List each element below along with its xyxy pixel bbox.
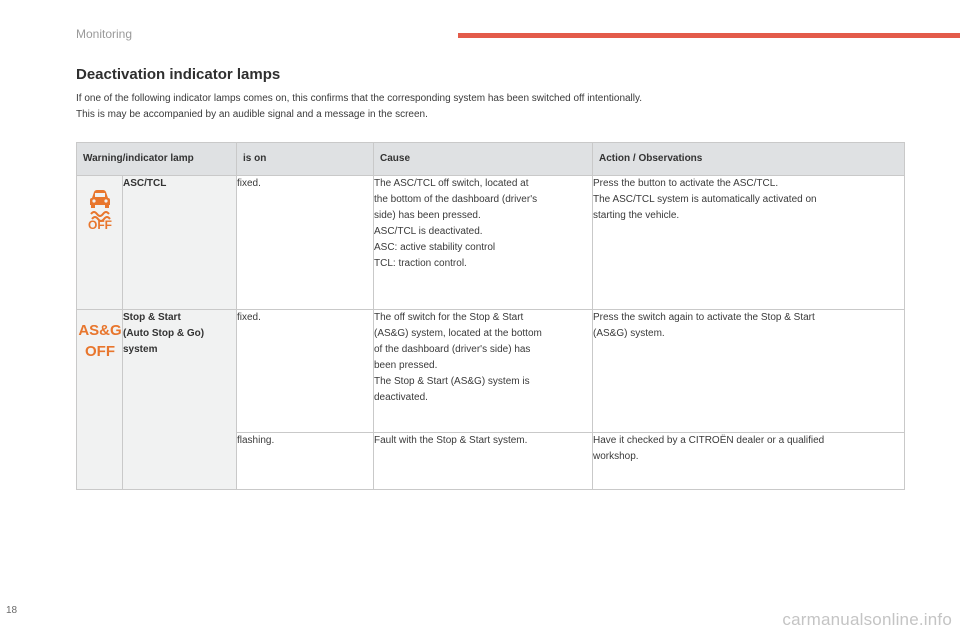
cause-line: (AS&G) system, located at the bottom bbox=[374, 328, 542, 339]
action-cell bbox=[593, 310, 905, 433]
watermark: carmanualsonline.info bbox=[782, 610, 952, 629]
lamp-name bbox=[123, 310, 237, 490]
svg-text:OFF: OFF bbox=[87, 218, 112, 230]
cause-line: deactivated. bbox=[374, 392, 428, 403]
section-label: Monitoring bbox=[76, 27, 133, 41]
table-row bbox=[77, 310, 905, 433]
cause-line: ASC/TCL is deactivated. bbox=[374, 226, 483, 237]
cause-line: been pressed. bbox=[374, 360, 438, 371]
is-on-cell: fixed. bbox=[237, 310, 374, 433]
cause-line: Fault with the Stop & Start system. bbox=[374, 435, 528, 446]
header-accent-bar bbox=[458, 33, 960, 38]
cause-line: The off switch for the Stop & Start bbox=[374, 312, 524, 323]
cause-line: The Stop & Start (AS&G) system is bbox=[374, 376, 530, 387]
page-number: 18 bbox=[6, 605, 18, 616]
lamp-name-line: system bbox=[123, 344, 158, 355]
action-line: starting the vehicle. bbox=[593, 210, 680, 221]
action-line: The ASC/TCL system is automatically activated on bbox=[593, 194, 817, 205]
cause-line: The ASC/TCL off switch, located at bbox=[374, 178, 529, 189]
cause-cell bbox=[374, 310, 593, 433]
table-header-row bbox=[77, 143, 905, 176]
action-cell bbox=[593, 433, 905, 490]
action-line: Press the button to activate the ASC/TCL. bbox=[593, 178, 779, 189]
cause-cell bbox=[374, 176, 593, 310]
indicator-table bbox=[76, 142, 905, 490]
cause-line: the bottom of the dashboard (driver's bbox=[374, 194, 538, 205]
lamp-name: ASC/TCL bbox=[123, 176, 237, 310]
icon-cell bbox=[77, 176, 123, 310]
intro-line: If one of the following indicator lamps comes on, this confirms that the corresponding system has been switched off intentionally. bbox=[76, 93, 643, 104]
action-line: Have it checked by a CITROËN dealer or a qualified bbox=[593, 435, 825, 446]
page-title: Deactivation indicator lamps bbox=[76, 66, 281, 83]
header-action: Action / Observations bbox=[593, 143, 905, 176]
asc-tcl-off-icon bbox=[83, 184, 117, 230]
asg-off-icon bbox=[78, 318, 122, 362]
lamp-name-line: (Auto Stop & Go) bbox=[123, 328, 205, 339]
cause-cell bbox=[374, 433, 593, 490]
action-line: workshop. bbox=[593, 451, 639, 462]
icon-cell bbox=[77, 310, 123, 490]
cause-line: side) has been pressed. bbox=[374, 210, 481, 221]
asg-icon-off-label: OFF bbox=[84, 343, 115, 360]
header-cause: Cause bbox=[374, 143, 593, 176]
header-is-on: is on bbox=[237, 143, 374, 176]
cause-line: TCL: traction control. bbox=[374, 258, 467, 269]
cause-line: of the dashboard (driver's side) has bbox=[374, 344, 531, 355]
asg-icon-label: AS&G bbox=[77, 322, 122, 339]
intro-text bbox=[76, 91, 896, 123]
is-on-cell: flashing. bbox=[237, 433, 374, 490]
is-on-cell: fixed. bbox=[237, 176, 374, 310]
action-line: (AS&G) system. bbox=[593, 328, 665, 339]
table-row bbox=[77, 176, 905, 310]
intro-line: This is may be accompanied by an audible signal and a message in the screen. bbox=[76, 109, 428, 120]
action-line: Press the switch again to activate the Stop & Start bbox=[593, 312, 815, 323]
header-lamp: Warning/indicator lamp bbox=[77, 143, 237, 176]
lamp-name-line: Stop & Start bbox=[123, 312, 181, 323]
action-cell bbox=[593, 176, 905, 310]
cause-line: ASC: active stability control bbox=[374, 242, 496, 253]
